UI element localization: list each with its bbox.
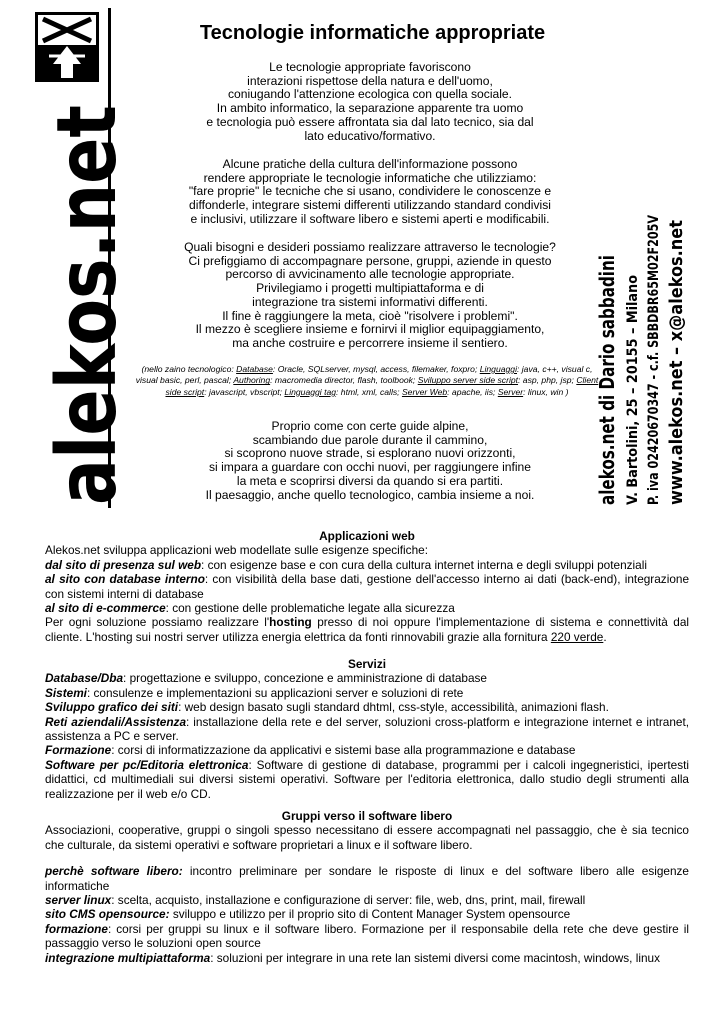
svg-text:V. Bartolini, 25 – 20155 – Mil: V. Bartolini, 25 – 20155 – Milano <box>625 279 641 505</box>
text-line: Quali bisogni e desideri possiamo realizzare attraverso le tecnologie? <box>184 240 556 254</box>
section-intro: Alekos.net sviluppa applicazioni web modellate sulle esigenze specifiche: <box>45 543 428 558</box>
section-web-apps <box>45 529 689 644</box>
text-line: Ci prefiggiamo di accompagnare persone, gruppi, aziende in questo <box>188 253 552 268</box>
section-heading: Gruppi verso il software libero <box>281 809 453 823</box>
svg-text:www.alekos.net – x@alekos.net: www.alekos.net – x@alekos.net <box>666 219 687 505</box>
list-item: Sviluppo grafico dei siti: web design basato sugli standard dhtml, css-style, accessibilità, animazioni flash. <box>45 700 609 715</box>
svg-text:alekos.net: alekos.net <box>40 24 135 505</box>
svg-text:P. iva 02420670347 - c.f. SBBD: P. iva 02420670347 - c.f. SBBDBR65M02F205V <box>646 176 662 505</box>
list-item: perchè software libero: incontro preliminare per sondare le risposte di linux e del software libero alle esigenze informatiche <box>45 864 689 893</box>
text-line: "fare proprie" le tecniche che si usano, condividere le conoscenze e <box>188 184 552 199</box>
page-title: Tecnologie informatiche appropriate <box>199 22 546 44</box>
list-item: Formazione: corsi di informatizzazione da applicativi e sistemi base alla programmazione e database <box>45 743 576 758</box>
text-line: lato educativo/formativo. <box>304 128 436 143</box>
text-line: In ambito informatico, la separazione apparente tra uomo <box>216 101 524 116</box>
list-item: al sito di e-commerce: con gestione delle problematiche legate alla sicurezza <box>45 601 455 616</box>
section-intro: Associazioni, cooperative, gruppi o singoli spesso necessitano di essere accompagnati nel passaggio, che è sia tecnico che culturale, da sistemi operativi e software proprietari a linux e il software libero. <box>45 823 689 852</box>
svg-text:alekos.net di Dario sabbadini: alekos.net di Dario sabbadini <box>595 208 619 505</box>
text-line: Privilegiamo i progetti multipiattaforma e di <box>256 281 484 296</box>
text-line: interazioni rispettose della natura e dell'uomo, <box>247 73 493 88</box>
text-line: Le tecnologie appropriate favoriscono <box>269 60 471 74</box>
link-220-verde[interactable]: 220 verde <box>550 629 604 644</box>
list-item: dal sito di presenza sul web: con esigenze base e con cura della cultura internet interna e degli sviluppi potenziali <box>45 557 647 572</box>
text-line: Il fine è raggiungere la meta, cioè "risolvere i problemi". <box>222 308 518 323</box>
text-line: Il paesaggio, anche quello tecnologico, cambia insieme a noi. <box>205 487 535 502</box>
text-line: coniugando l'attenzione ecologica con quella sociale. <box>227 87 513 102</box>
hosting-paragraph: Per ogni soluzione possiamo realizzare l'hosting presso di noi oppure l'implementazione di sistema e connettività dal cliente. L'hosting sui nostri server utilizza energia elettrica da fonti rinnovabili grazie alla fornitura 220 verde. <box>45 615 689 644</box>
list-item: integrazione multipiattaforma: soluzioni per integrare in una rete lan sistemi diversi come macintosh, windows, linux <box>45 950 660 965</box>
text-line: ma anche costruire e percorrere insieme il sentiero. <box>232 335 508 350</box>
section-free-software <box>45 809 689 965</box>
list-item: server linux: scelta, acquisto, installazione e configurazione di server: file, web, dns, print, mail, firewall <box>45 893 586 908</box>
list-item: Sistemi: consulenze e implementazioni su applicazioni server e soluzioni di rete <box>45 685 464 700</box>
list-item: Software per pc/Editoria elettronica: Software di gestione di database, programmi per i calcoli ingegneristici, ipertesti didattici, cd multimediali sui diversi sistemi operativi. Software per l'editoria elettronica, dallo studio degli strumenti alla realizzazione per il web e/o CD. <box>45 757 689 801</box>
text-line: Proprio come con certe guide alpine, <box>271 419 469 433</box>
text-line: la meta e scoprirsi diversi da quando si era partiti. <box>236 473 504 488</box>
text-line: Alcune pratiche della cultura dell'informazione possono <box>222 157 518 171</box>
section-heading: Servizi <box>347 657 387 671</box>
intro-paragraph-3 <box>125 241 615 351</box>
text-line: integrazione tra sistemi informativi differenti. <box>252 294 488 309</box>
text-line: diffonderle, integrare sistemi differenti utilizzando standard condivisi <box>189 198 551 213</box>
list-item: al sito con database interno: con visibilità della base dati, gestione dell'accesso interno ai dati (back-end), integrazione con sistemi interni di database <box>45 572 690 601</box>
list-item: Reti aziendali/Assistenza: installazione della rete e del server, soluzioni cross-platform e integrazione internet e intranet, assistenza a PC e server. <box>45 714 689 744</box>
section-heading: Applicazioni web <box>319 529 415 543</box>
intro-paragraph-4 <box>125 420 615 502</box>
intro-paragraph-1 <box>125 61 615 143</box>
text-line: percorso di avvicinamento alle tecnologie appropriate. <box>225 267 515 282</box>
list-item: Database/Dba: progettazione e sviluppo, concezione e amministrazione di database <box>45 671 487 686</box>
list-item: formazione: corsi per gruppi su linux e il software libero. Formazione per il responsabile della rete che deve gestire il passaggio verso le soluzioni open source <box>45 921 689 951</box>
text-line: si impara a guardare con occhi nuovi, per raggiungere infine <box>208 460 532 475</box>
text-line: si scoprono nuove strade, si esplorano nuovi orizzonti, <box>224 446 516 461</box>
toolbox-note: (nello zaino tecnologico: Database: Oracle, SQLserver, mysql, access, filemaker, foxpro; Linguaggi: java, c++, visual c, visual basic, perl, pascal; Authoring: macromedia director, flash, toolbook; Sviluppo server side script: asp, php, jsp; Client side script: javascript, vbscript; Linguaggi tag: html, xml, calls; Server Web: apache, iis; Server: linux, win ) <box>135 364 599 397</box>
text-line: scambiando due parole durante il cammino, <box>252 432 488 447</box>
alekos-logo-icon <box>35 12 99 82</box>
text-line: e inclusivi, utilizzare il software libero e sistemi aperti e modificabili. <box>190 211 550 226</box>
text-line: e tecnologia può essere affrontata sia dal lato tecnico, sia dal <box>206 114 534 129</box>
section-services <box>45 657 689 801</box>
text-line: Il mezzo è scegliere insieme e fornirvi il miglior equipaggiamento, <box>195 322 545 337</box>
text-line: rendere appropriate le tecnologie informatiche che utilizziamo: <box>203 170 537 185</box>
list-item: sito CMS opensource: sviluppo e utilizzo per il proprio sito di Content Manager System opensource <box>45 907 571 922</box>
brand-vertical-text <box>15 24 135 515</box>
intro-paragraph-2 <box>125 158 615 227</box>
